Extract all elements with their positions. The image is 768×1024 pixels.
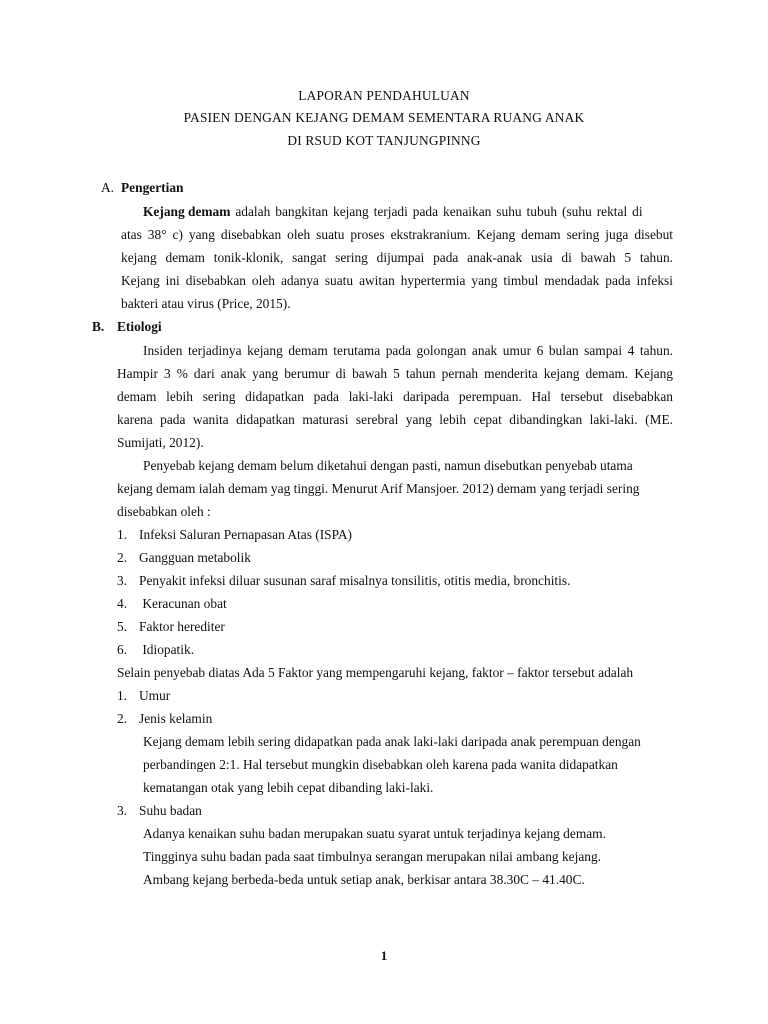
factor-detail-line: Adanya kenaikan suhu badan merupakan suatu syarat untuk terjadinya kejang demam. xyxy=(143,826,606,841)
cause-item: Faktor herediter xyxy=(139,619,225,634)
factor-detail-line: kematangan otak yang lebih cepat dibanding laki-laki. xyxy=(143,780,434,795)
etiologi-para1-line-4: karena pada wanita didapatkan maturasi serebral yang lebih cepat dibandingkan laki-laki. (ME. xyxy=(117,412,673,427)
section-a-line-3: kejang demam tonik-klonik, sangat sering dijumpai pada anak-anak usia di bawah 5 tahun. xyxy=(121,250,673,265)
page-number: 1 xyxy=(380,948,388,963)
factor-number: 1. xyxy=(117,688,128,703)
factor-item: Umur xyxy=(139,688,171,703)
factor-number: 3. xyxy=(117,803,128,818)
etiologi-para2-line-2: kejang demam ialah demam yag tinggi. Menurut Arif Mansjoer. 2012) demam yang terjadi sering xyxy=(117,481,640,496)
etiologi-para1-line-1: Insiden terjadinya kejang demam terutama pada golongan anak umur 6 bulan sampai 4 tahun. xyxy=(143,343,673,358)
cause-number: 1. xyxy=(117,527,128,542)
factor-detail-line: Kejang demam lebih sering didapatkan pada anak laki-laki daripada anak perempuan dengan xyxy=(143,734,641,749)
factor-detail-line: Tingginya suhu badan pada saat timbulnya serangan merupakan nilai ambang kejang. xyxy=(143,849,602,864)
cause-item: Infeksi Saluran Pernapasan Atas (ISPA) xyxy=(139,527,352,542)
cause-number: 2. xyxy=(117,550,128,565)
section-a-line-5: bakteri atau virus (Price, 2015). xyxy=(121,296,291,311)
cause-item: Penyakit infeksi diluar susunan saraf misalnya tonsilitis, otitis media, bronchitis. xyxy=(139,573,571,588)
section-b-marker: B. xyxy=(92,319,105,334)
section-b-heading: Etiologi xyxy=(117,319,162,334)
factor-item: Jenis kelamin xyxy=(139,711,213,726)
section-a-heading: Pengertian xyxy=(121,180,184,195)
document-title-line-1: LAPORAN PENDAHULUAN xyxy=(298,88,470,103)
section-a-line-2: atas 38° c) yang disebabkan oleh suatu proses ekstrakranium. Kejang demam sering juga disebut xyxy=(121,227,673,242)
etiologi-para1-line-2: Hampir 3 % dari anak yang berumur di bawah 5 tahun pernah menderita kejang demam. Kejang xyxy=(117,366,673,381)
etiologi-para2-line-1: Penyebab kejang demam belum diketahui dengan pasti, namun disebutkan penyebab utama xyxy=(143,458,633,473)
cause-number: 5. xyxy=(117,619,128,634)
factor-item: Suhu badan xyxy=(139,803,202,818)
cause-item: Idiopatik. xyxy=(139,642,195,657)
document-title-line-2: PASIEN DENGAN KEJANG DEMAM SEMENTARA RUANG ANAK xyxy=(183,110,585,125)
cause-number: 4. xyxy=(117,596,128,611)
cause-item: Gangguan metabolik xyxy=(139,550,251,565)
etiologi-para1-line-5: Sumijati, 2012). xyxy=(117,435,204,450)
section-a-line-1-text: adalah bangkitan kejang terjadi pada kenaikan suhu tubuh (suhu rektal di xyxy=(230,204,643,219)
cause-number: 3. xyxy=(117,573,128,588)
section-a-marker: A. xyxy=(101,180,115,195)
section-a-line-1 xyxy=(143,204,673,220)
cause-item: Keracunan obat xyxy=(139,596,227,611)
factor-detail-line: Ambang kejang berbeda-beda untuk setiap anak, berkisar antara 38.30C – 41.40C. xyxy=(143,872,585,887)
etiologi-para2-line-3: disebabkan oleh : xyxy=(117,504,211,519)
factor-number: 2. xyxy=(117,711,128,726)
factors-intro: Selain penyebab diatas Ada 5 Faktor yang mempengaruhi kejang, faktor – faktor tersebut adalah xyxy=(117,665,634,680)
etiologi-para1-line-3: demam lebih sering didapatkan pada laki-laki daripada perempuan. Hal tersebut disebabkan xyxy=(117,389,673,404)
term-kejang-demam: Kejang demam xyxy=(143,204,231,219)
cause-number: 6. xyxy=(117,642,128,657)
factor-detail-line: perbandingen 2:1. Hal tersebut mungkin disebabkan oleh karena pada wanita didapatkan xyxy=(143,757,618,772)
document-title-line-3: DI RSUD KOT TANJUNGPINNG xyxy=(287,133,481,148)
section-a-line-4: Kejang ini disebabkan oleh adanya suatu awitan hypertermia yang timbul mendadak pada infeksi xyxy=(121,273,673,288)
